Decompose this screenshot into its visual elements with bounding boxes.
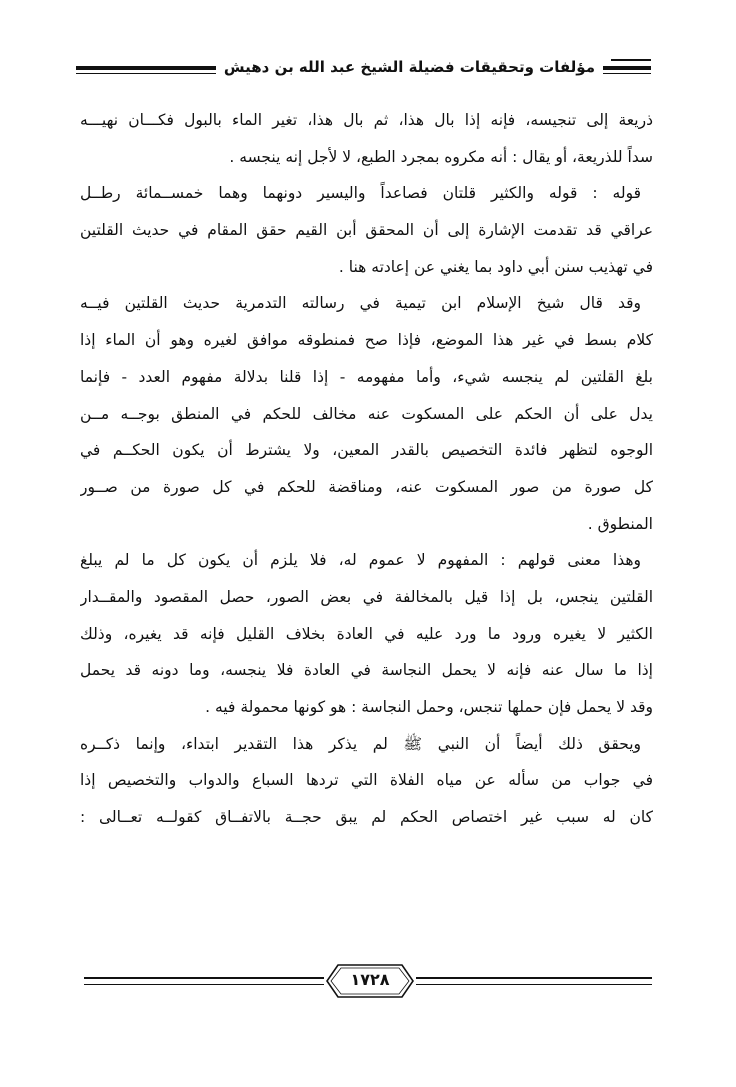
text-line: الوجوه لتظهر فائدة التخصيص بالقدر المعين، ولا يشترط أن يكون الحكــم في (80, 441, 653, 460)
text-line: قوله : قوله والكثير قلتان فصاعداً واليسير دونهما وهما خمســمائة رطــل (80, 184, 641, 203)
text-line: وهذا معنى قولهم : المفهوم لا عموم له، فلا يلزم أن يكون كل ما لم يبلغ (80, 551, 641, 570)
text-line: ذريعة إلى تنجيسه، فإنه إذا بال هذا، ثم بال هذا، تغير الماء بالبول فكـــان نهيـــه (80, 111, 653, 129)
page-body (80, 102, 653, 836)
text-line: وقد لا يحمل فإن حملها تنجس، وحمل النجاسة : هو كونها محمولة فيه . (205, 698, 653, 716)
text-line: في جواب من سأله عن مياه الفلاة التي تردها السباع والدواب والتخصيص إذا (80, 771, 653, 790)
header-title: مؤلفات وتحقيقات فضيلة الشيخ عبد الله بن دهيش (216, 58, 603, 76)
text-line: كل صورة من صور المسكوت عنه، ومناقضة للحكم في كل صورة من صــور (80, 477, 653, 496)
text-line: بلغ القلتين لم ينجسه شيء، وأما مفهومه - إذا قلنا بدلالة مفهوم العدد - فإنما (80, 367, 653, 386)
text-line: في تهذيب سنن أبي داود بما يغني عن إعادته هنا . (338, 257, 653, 276)
text-line: كان له سبب غير اختصاص الحكم لم يبق حجــة بالاتفــاق كقولــه تعــالى : (80, 808, 653, 827)
text-line: ويحقق ذلك أيضاً أن النبي ﷺ لم يذكر هذا التقدير ابتداء، وإنما ذكــره (80, 734, 641, 753)
text-line: يدل على أن الحكم على المسكوت عنه مخالف للحكم في المنطق بوجــه مــن (80, 404, 653, 423)
page-footer (84, 960, 652, 1010)
text-line: وقد قال شيخ الإسلام ابن تيمية في رسالته التدمرية حديث القلتين فيــه (80, 294, 641, 313)
text-line: إذا ما سال عنه فإنه لا يحمل النجاسة في العادة فلا ينجسه، وما دونه قد يحمل (80, 661, 653, 680)
text-line: عراقي قد تقدمت الإشارة إلى أن المحقق أبن القيم حقق المقام في حديث القلتين (80, 221, 653, 240)
text-line: كلام بسط في غير هذا الموضع، فإذا صح فمنطوقه موافق لغيره وهو أن الماء إذا (80, 331, 653, 350)
text-line: سداً للذريعة، أو يقال : أنه مكروه بمجرد الطبع، لا لأجل إنه ينجسه . (229, 147, 653, 166)
page-number: ١٧٢٨ (350, 970, 390, 989)
text-line: الكثير لا يغيره ورود ما ورد عليه في العادة بخلاف القليل فإنه قد يغيره، وذلك (80, 624, 653, 643)
text-line: القلتين ينجس، بل إذا قيل بالمخالفة في بعض الصور، حصل المقصود والمقــدار (80, 587, 653, 606)
header-rule-short (611, 59, 651, 61)
text-line: المنطوق . (587, 514, 653, 533)
page-number-frame (324, 962, 416, 1000)
running-header (76, 55, 651, 89)
